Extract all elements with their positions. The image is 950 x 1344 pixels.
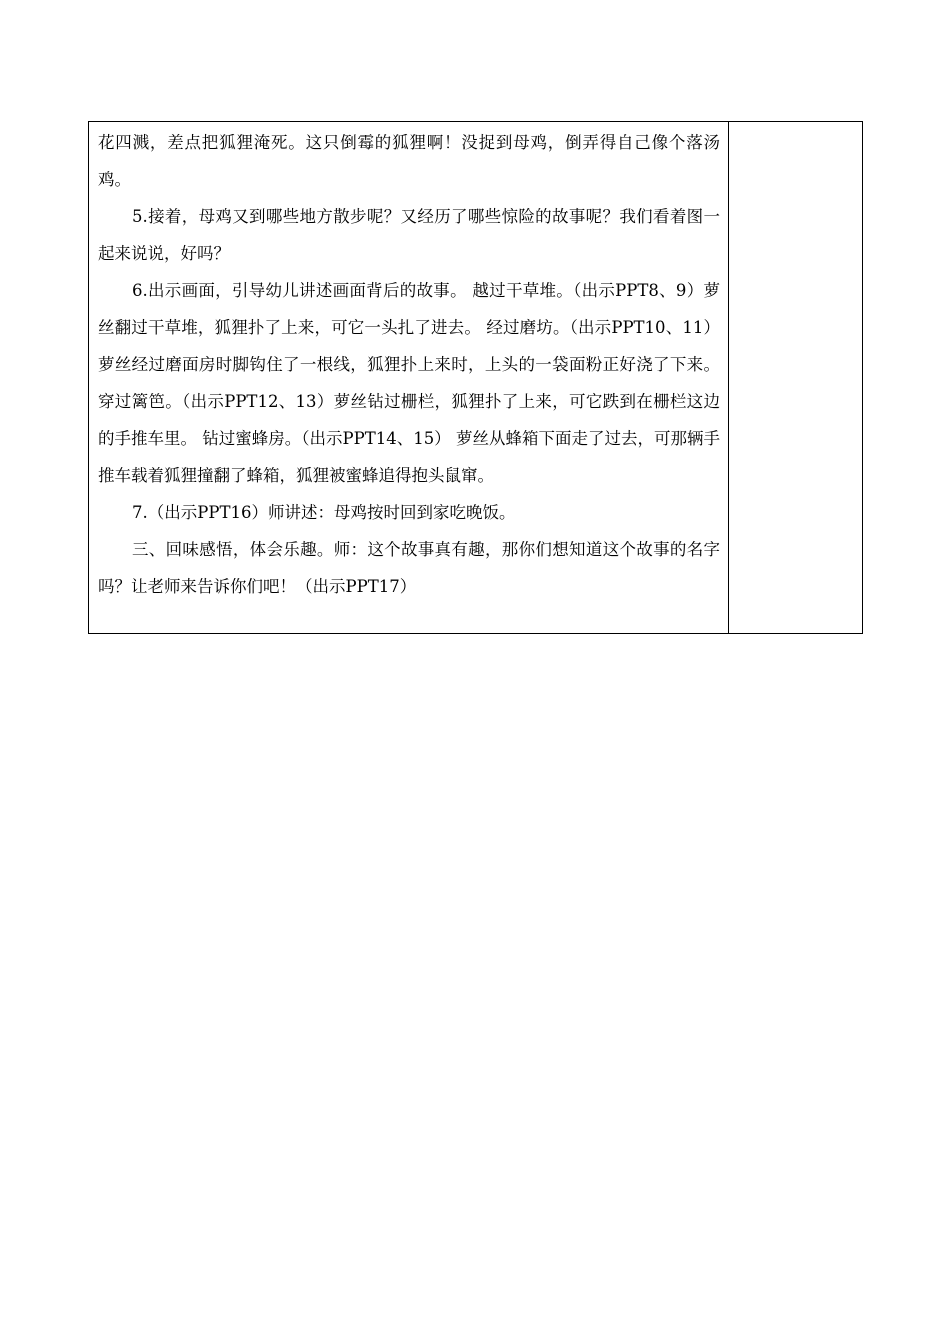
main-content-cell	[89, 122, 729, 634]
paragraph-step-6: 6.出示画面，引导幼儿讲述画面背后的故事。 越过干草堆。（出示PPT8、9）萝丝翻过干草堆，狐狸扑了上来，可它一头扎了进去。 经过磨坊。（出示PPT10、11）萝丝经过磨面房时脚钩住了一根线，狐狸扑上来时，上头的一袋面粉正好浇了下来。 穿过篱笆。（出示PPT12、13）萝丝钻过栅栏，狐狸扑了上来，可它跌到在栅栏这边的手推车里。 钻过蜜蜂房。（出示PPT14、15） 萝丝从蜂箱下面走了过去，可那辆手推车载着狐狸撞翻了蜂箱，狐狸被蜜蜂追得抱头鼠窜。	[98, 281, 720, 485]
side-notes-cell	[729, 122, 863, 634]
paragraph-part-3: 三、回味感悟，体会乐趣。师：这个故事真有趣，那你们想知道这个故事的名字吗？让老师来告诉你们吧！（出示PPT17）	[98, 540, 720, 596]
lesson-plan-table	[88, 121, 863, 634]
cell-text-container	[89, 122, 728, 605]
paragraph-step-5: 5.接着，母鸡又到哪些地方散步呢？又经历了哪些惊险的故事呢？我们看着图一起来说说，好吗？	[98, 207, 720, 263]
paragraph-fox-splash: 花四溅，差点把狐狸淹死。这只倒霉的狐狸啊！没捉到母鸡，倒弄得自己像个落汤鸡。	[98, 133, 720, 189]
paragraph-step-7: 7.（出示PPT16）师讲述：母鸡按时回到家吃晚饭。	[132, 503, 516, 522]
table-row	[89, 122, 863, 634]
